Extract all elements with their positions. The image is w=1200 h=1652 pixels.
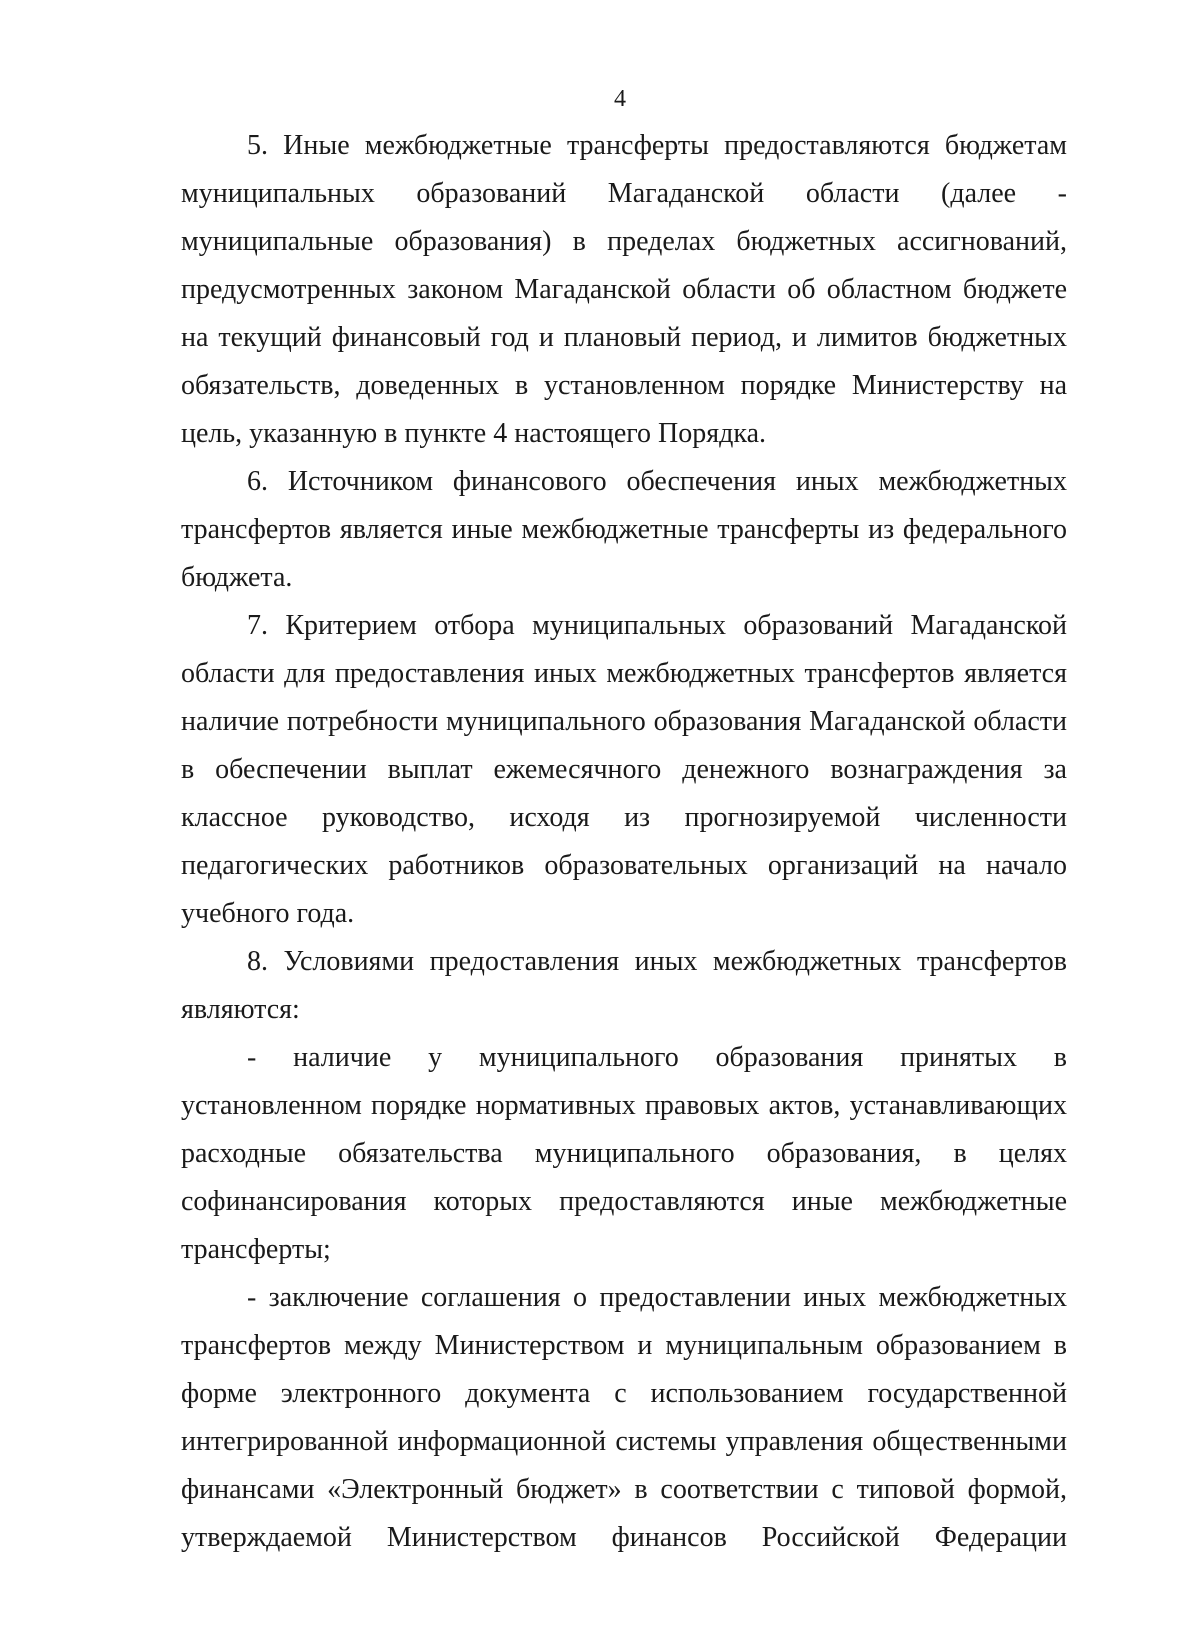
paragraph-7: 7. Критерием отбора муниципальных образований Магаданской области для предоставления иных межбюджетных трансфертов является наличие потребности муниципального образования Магаданской области в обеспечении выплат ежемесячного денежного вознаграждения за классное руководство, исходя из прогнозируемой численности педагогических работников образовательных организаций на начало учебного года. bbox=[181, 610, 1067, 929]
list-item-normative-acts: - наличие у муниципального образования принятых в установленном порядке нормативных правовых актов, устанавливающих расходные обязательства муниципального образования, в целях софинансирования которых предоставляются иные межбюджетные трансферты; bbox=[181, 1042, 1067, 1265]
paragraph-8: 8. Условиями предоставления иных межбюджетных трансфертов являются: bbox=[181, 946, 1067, 1025]
paragraph-6: 6. Источником финансового обеспечения иных межбюджетных трансфертов является иные межбюджетные трансферты из федерального бюджета. bbox=[181, 466, 1067, 593]
list-item-agreement: - заключение соглашения о предоставлении иных межбюджетных трансфертов между Министерством и муниципальным образованием в форме электронного документа с использованием государственной интегрированной информационной системы управления общественными финансами «Электронный бюджет» в соответствии с типовой формой, утверждаемой Министерством финансов Российской Федерации bbox=[181, 1282, 1067, 1553]
document-body bbox=[181, 122, 1067, 1562]
paragraph-5: 5. Иные межбюджетные трансферты предоставляются бюджетам муниципальных образований Магаданской области (далее - муниципальные образования) в пределах бюджетных ассигнований, предусмотренных законом Магаданской области об областном бюджете на текущий финансовый год и плановый период, и лимитов бюджетных обязательств, доведенных в установленном порядке Министерству на цель, указанную в пункте 4 настоящего Порядка. bbox=[181, 130, 1067, 449]
page-number: 4 bbox=[614, 86, 626, 112]
